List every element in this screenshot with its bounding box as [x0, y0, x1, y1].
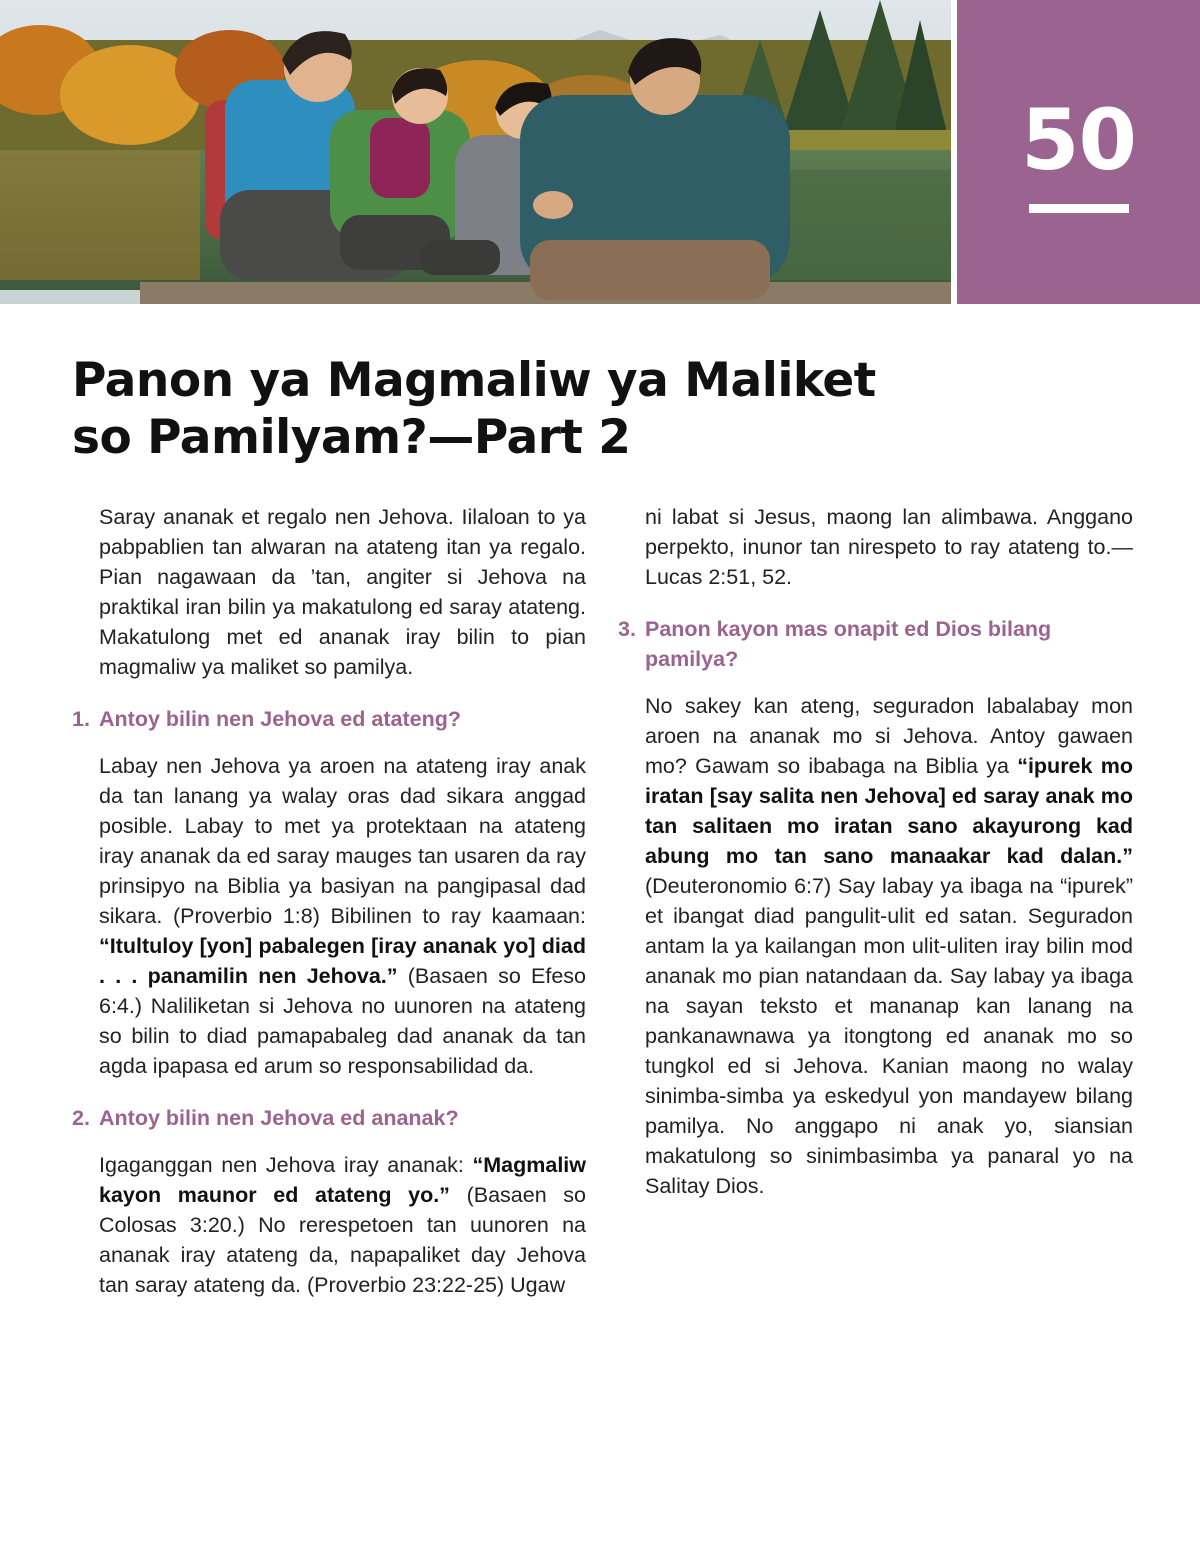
answer-2-continuation: ni labat si Jesus, maong lan alimbawa. Anggano perpekto, inunor tan nirespeto to ray atateng to.—Lucas 2:51, 52. — [645, 505, 1133, 589]
answer-3-text-a: No sakey kan ateng, seguradon labalabay mon aroen na ananak mo si Jehova. Antoy gawaen mo? Gawam so ibabaga na Biblia ya — [645, 694, 1133, 778]
lesson-number-underline — [1029, 204, 1129, 213]
question-1-number: 1. — [72, 707, 90, 731]
page-title — [72, 352, 892, 466]
answer-3-text-b: (Deuteronomio 6:7) Say labay ya ibaga na “ipurek” et ibangat diad pangulit-ulit ed satan. Seguradon antam la ya kailangan mon ulit-uliten iray bilin mod ananak mo pian natandaan da. Say labay ya ibaga na sayan teksto et mananap kan lanang na pankanawnawa ya itongtong ed ananak mo so tungkol ed si Jehova. Kanian maong no walay sinimba-simba ya eskedyul yon mandayew bilang pamilya. No anggapo ni anak yo, siansian makatulong so sinimbasimba ya panaral yo na Salitay Dios. — [645, 874, 1133, 1198]
right-column-content — [618, 502, 1133, 1201]
left-column — [72, 502, 586, 1300]
question-2-text: Antoy bilin nen Jehova ed ananak? — [99, 1106, 459, 1130]
answer-1-scripture-quote: “Itultuloy [yon] pabalegen [iray ananak yo] diad . . . panamilin nen Jehova.” — [99, 934, 586, 988]
answer-1-paragraph — [72, 751, 586, 1081]
answer-1-text-a: Labay nen Jehova ya aroen na atateng iray anak da tan lanang ya walay oras dad sikara anggad posible. Labay to met ya protektaan na atateng iray ananak da ed saray mauges tan usaren da ray prinsipyo na Biblia ya basiyan na pangipasal dad sikara. (Proverbio 1:8) Bibilinen to ray kaamaan: — [99, 754, 586, 928]
answer-3-paragraph — [618, 691, 1133, 1201]
question-1-text: Antoy bilin nen Jehova ed atateng? — [99, 707, 461, 731]
answer-2-text-a: Igaganggan nen Jehova iray ananak: — [99, 1153, 473, 1177]
answer-2-text-b: (Basaen so Colosas 3:20.) No rerespetoen tan uunoren na ananak iray atateng da, napapaliket day Jehova tan saray atateng da. (Proverbio 23:22-25) Ugaw — [99, 1183, 586, 1297]
answer-3-scripture-quote: “ipurek mo iratan [say salita nen Jehova] ed saray anak mo tan salitaen mo iratan sano akayurong kad abung mo tan sano manaakar kad dalan.” — [645, 754, 1133, 868]
question-3-text: Panon kayon mas onapit ed Dios bilang pamilya? — [645, 617, 1052, 671]
header-photo — [0, 0, 951, 304]
page-title-line-1: Panon ya Magmaliw ya Maliket — [72, 353, 876, 408]
question-3-number: 3. — [618, 617, 636, 641]
answer-2-paragraph — [72, 1150, 586, 1300]
intro-paragraph: Saray ananak et regalo nen Jehova. Iilaloan to ya pabpablien tan alwaran na atateng itan ya regalo. Pian nagawaan da ’tan, angiter si Jehova na praktikal iran bilin ya makatulong ed saray atateng. Makatulong met ed ananak iray bilin to pian magmaliw ya maliket so pamilya. — [99, 505, 586, 679]
question-2-number: 2. — [72, 1106, 90, 1130]
answer-1-text-b: (Basaen so Efeso 6:4.) Naliliketan si Jehova no uunoren na atateng so bilin to diad pamapabaleg dad ananak da tan agda ipapasa ed arum so responsabilidad da. — [99, 964, 586, 1078]
answer-2-scripture-quote: “Magmaliw kayon maunor ed atateng yo.” — [99, 1153, 586, 1207]
lesson-number: 50 — [1021, 91, 1136, 189]
family-lake-photo — [0, 0, 951, 304]
question-3 — [618, 614, 1133, 674]
question-1 — [72, 704, 586, 734]
lesson-number-box — [957, 0, 1200, 304]
question-2 — [72, 1103, 586, 1133]
page-title-line-2: so Pamilyam?—Part 2 — [72, 410, 631, 465]
